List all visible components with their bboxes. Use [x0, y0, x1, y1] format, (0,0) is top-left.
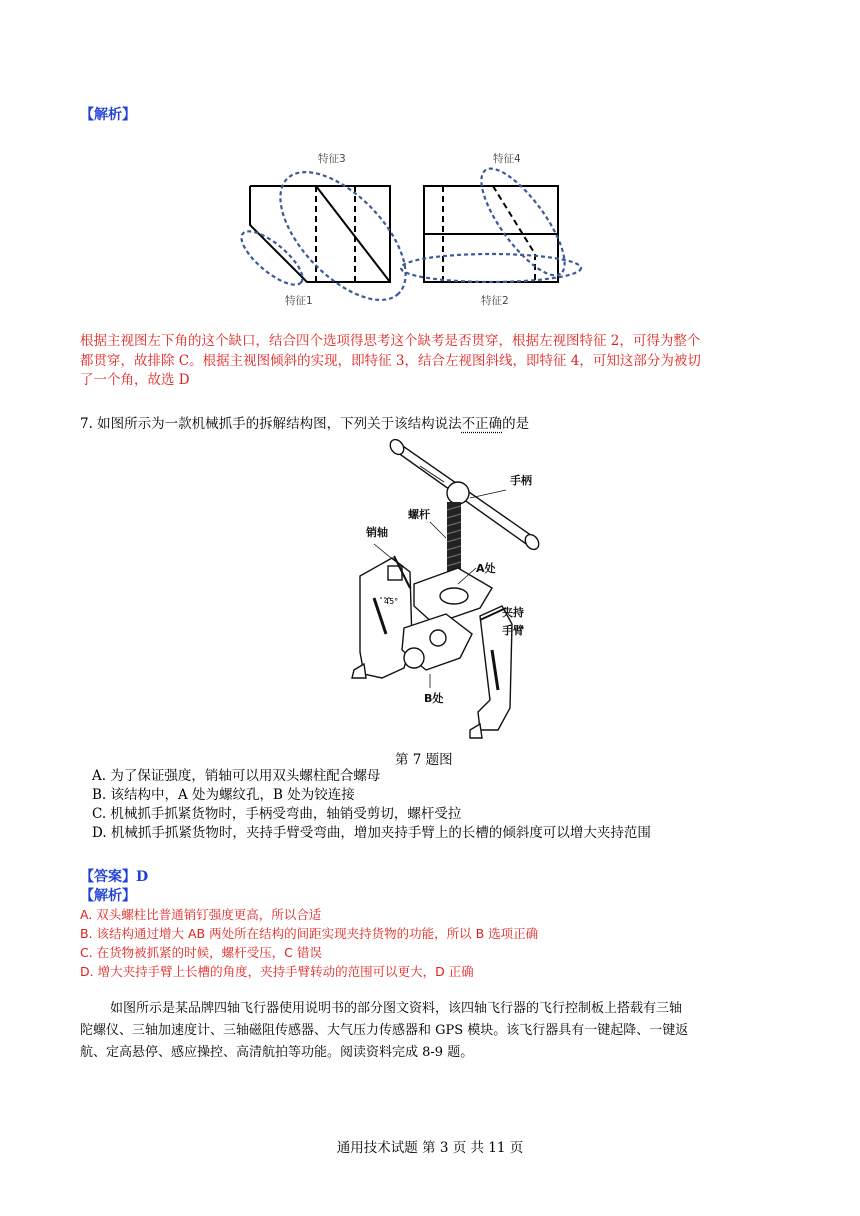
- question-7-stem: [80, 412, 529, 432]
- label-point-b: B处: [424, 692, 444, 705]
- gripper-diagram: [330, 438, 560, 740]
- stem-prefix: 7. 如图所示为一款机械抓手的拆解结构图，下列关于该结构说法: [80, 416, 462, 432]
- feature4-ellipse: [468, 157, 579, 286]
- main-view: [250, 186, 390, 282]
- label-pin: 销轴: [366, 526, 388, 539]
- answer-line: [80, 866, 148, 886]
- question-7-analysis: [80, 905, 780, 981]
- label-point-a: A处: [476, 562, 496, 575]
- analysis-line: C. 在货物被抓紧的时候，螺杆受压，C 错误: [80, 945, 322, 960]
- intro-line: 航、定高悬停、感应操控、高清航拍等功能。阅读资料完成 8-9 题。: [80, 1045, 474, 1060]
- explanation-line: 了一个角，故选 D: [80, 372, 190, 388]
- feature-diagram: [225, 148, 605, 310]
- feature3-label: 特征3: [318, 153, 346, 165]
- figure-7-caption: 第 7 题图: [395, 752, 453, 768]
- analysis-label: 【解析】: [80, 107, 136, 123]
- explanation-line: 都贯穿，故排除 C。根据主视图倾斜的实现，即特征 3，结合左视图斜线，即特征 4，可知这部分为被切: [80, 352, 701, 369]
- left-hidden-slant: [493, 186, 535, 254]
- hinge-b: [404, 648, 424, 668]
- analysis-line: D. 增大夹持手臂上长槽的角度，夹持手臂转动的范围可以更大，D 正确: [80, 964, 474, 979]
- feature2-label: 特征2: [481, 295, 509, 307]
- threaded-hole-a: [440, 588, 468, 604]
- main-slant-line: [316, 186, 390, 282]
- analysis-label-7: 【解析】: [80, 888, 136, 904]
- intro-line: 陀螺仪、三轴加速度计、三轴磁阻传感器、大气压力传感器和 GPS 模块。该飞行器具有一键起降、一键返: [80, 1023, 689, 1038]
- intro-line: 如图所示是某品牌四轴飞行器使用说明书的部分图文资料，该四轴飞行器的飞行控制板上搭载有三轴: [110, 1001, 683, 1016]
- question-7-options: [92, 767, 792, 843]
- feature4-label: 特征4: [493, 153, 521, 165]
- label-handle: 手柄: [510, 474, 532, 487]
- intro-paragraph: [80, 998, 785, 1064]
- label-arm-line1: 夹持: [502, 606, 524, 619]
- option-d: D. 机械抓手抓紧货物时，夹持手臂受弯曲，增加夹持手臂上的长槽的倾斜度可以增大夹持范围: [92, 825, 651, 841]
- feature3-ellipse: [259, 151, 428, 310]
- explanation-line: 根据主视图左下角的这个缺口，结合四个选项得思考这个缺考是否贯穿，根据左视图特征 2，可得为整个: [80, 333, 701, 349]
- analysis-line: B. 该结构通过增大 AB 两处所在结构的间距实现夹持货物的功能，所以 B 选项正确: [80, 926, 539, 941]
- answer-value: D: [136, 869, 149, 885]
- option-a: A. 为了保证强度，销轴可以用双头螺柱配合螺母: [92, 768, 381, 784]
- angle-label: 45°: [384, 597, 399, 606]
- handle-hub: [447, 482, 469, 504]
- feature-explanation: [80, 332, 790, 391]
- left-view: [424, 186, 558, 282]
- option-c: C. 机械抓手抓紧货物时，手柄受弯曲，轴销受剪切，螺杆受拉: [92, 806, 462, 822]
- stem-suffix: 的是: [502, 416, 530, 432]
- option-b: B. 该结构中，A 处为螺纹孔，B 处为铰连接: [92, 787, 355, 803]
- feature1-label: 特征1: [285, 295, 313, 307]
- label-screw: 螺杆: [408, 508, 430, 521]
- page-footer: 通用技术试题 第 3 页 共 11 页: [336, 1140, 524, 1156]
- feature1-ellipse: [234, 223, 310, 293]
- answer-label: 【答案】: [80, 869, 136, 885]
- stem-emphasis: 不正确: [461, 416, 503, 432]
- label-arm-line2: 手臂: [502, 624, 524, 637]
- analysis-line: A. 双头螺柱比普通销钉强度更高，所以合适: [80, 907, 322, 922]
- feature2-ellipse: [401, 254, 581, 282]
